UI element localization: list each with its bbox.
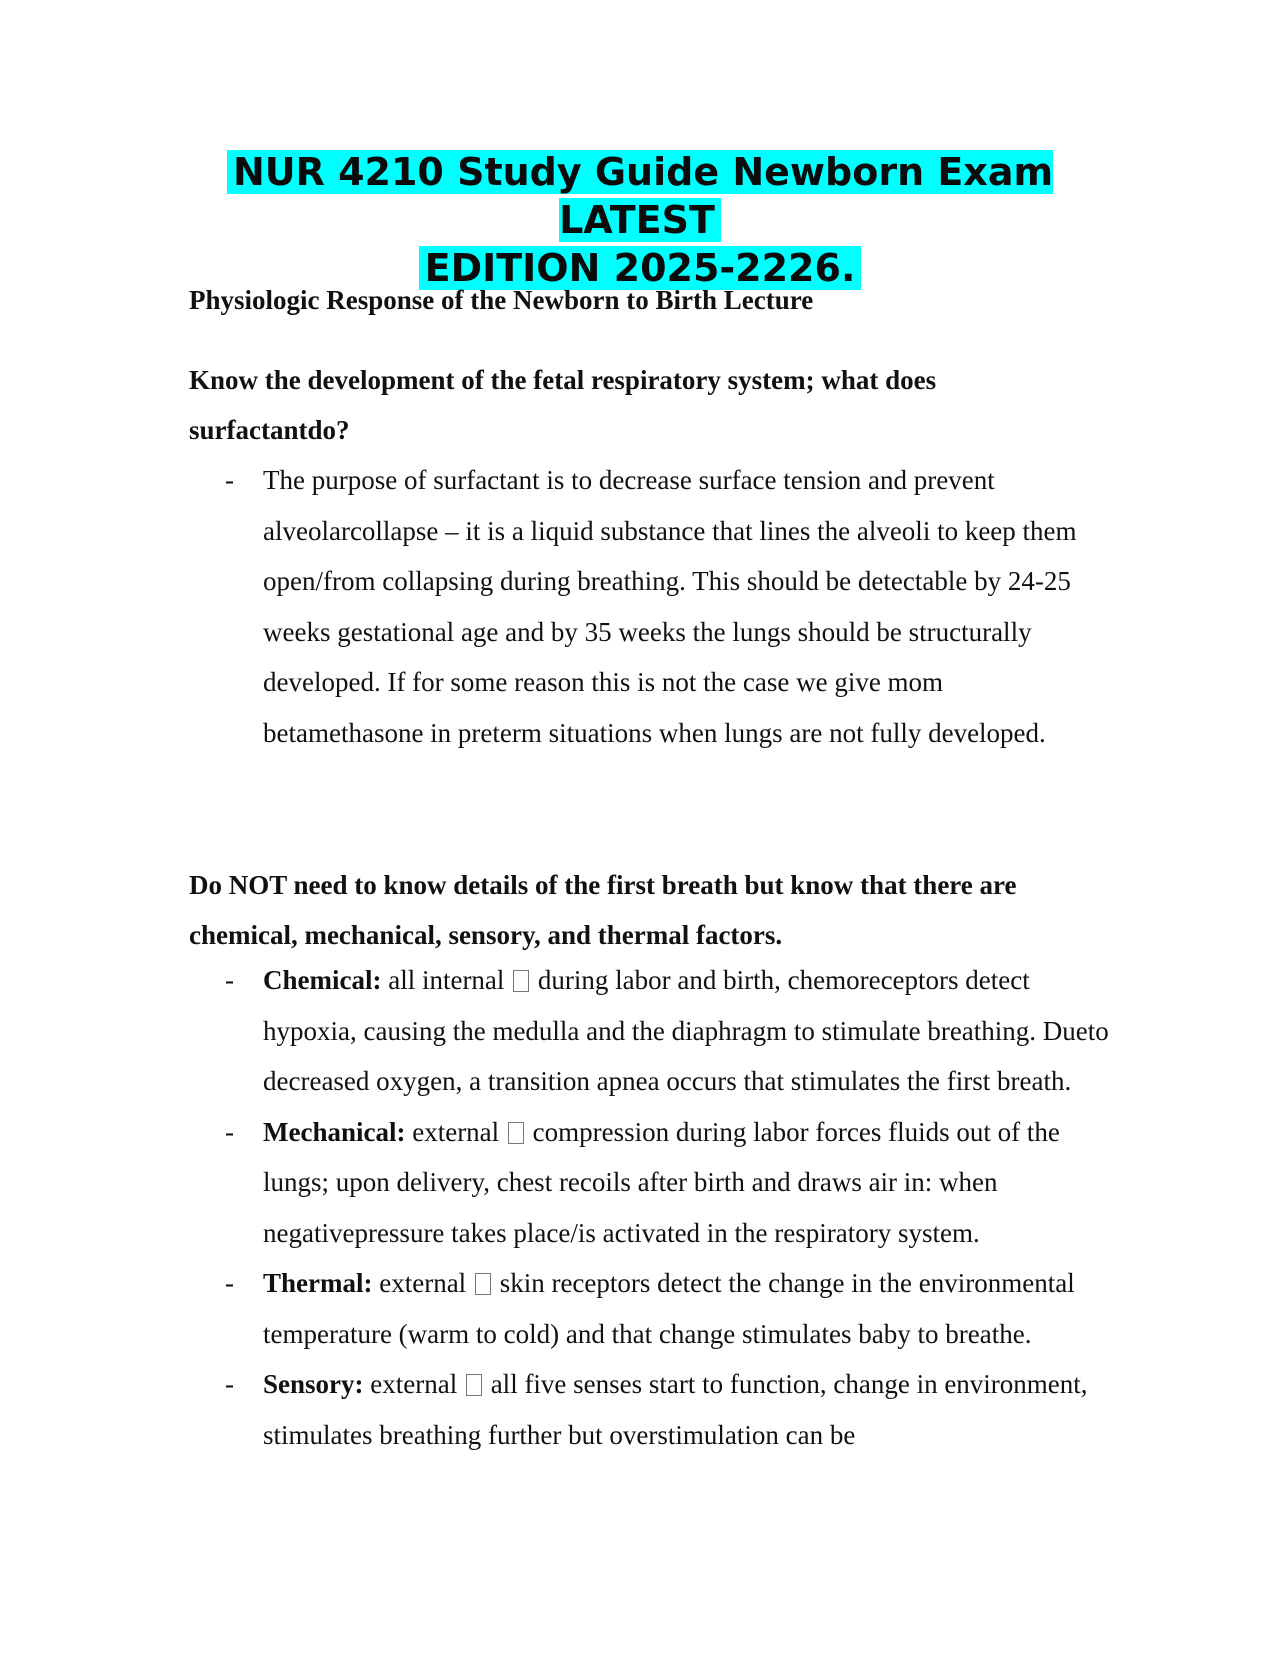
title-line-1: NUR 4210 Study Guide Newborn Exam LATEST [227, 150, 1053, 242]
factor-text: during labor and birth, chemoreceptors detect hypoxia, causing the medulla and the diaphragm to stimulate breathing. Dueto decreased oxygen, a transition apnea occurs that stimulates the first breath. [263, 965, 1109, 1096]
respiratory-question [189, 355, 1109, 455]
list-item-mechanical [189, 1107, 1109, 1259]
surfactant-list [189, 455, 1109, 758]
bullet-marker: - [225, 1116, 234, 1147]
bullet-marker: - [225, 1268, 234, 1298]
factor-lead: external [412, 1116, 500, 1147]
surfactant-answer: The purpose of surfactant is to decrease surface tension and prevent alveolarcollapse – it is a liquid substance that lines the alveoli to keep them open/from collapsing during breathing. This should be detectable by 24-25 weeks gestational age and by 35 weeks the lungs should be structurally developed. If for some reason this is not the case we give mom betamethasone in preterm situations when lungs are not fully developed. [263, 465, 1077, 748]
first-breath-heading-line-2: chemical, mechanical, sensory, and thermal factors. [189, 920, 783, 950]
factor-lead: external [370, 1369, 458, 1399]
bullet-marker: - [225, 1369, 234, 1399]
respiratory-question-line-2: surfactantdo? [189, 415, 350, 445]
respiratory-question-line-1: Know the development of the fetal respiratory system; what does [189, 365, 937, 395]
factor-label: Sensory: [263, 1369, 364, 1399]
document-title [140, 148, 1140, 292]
bullet-marker: - [225, 965, 234, 995]
factor-label: Chemical: [263, 965, 382, 995]
missing-arrow-icon [475, 1273, 491, 1295]
factor-text: skin receptors detect the change in the environmental temperature (warm to cold) and that change stimulates baby to breathe. [263, 1268, 1075, 1349]
title-line-2: EDITION 2025-2226. [419, 246, 862, 290]
factor-lead: all internal [388, 965, 505, 995]
list-item-chemical [189, 955, 1109, 1107]
factor-text: compression during labor forces fluids out of the lungs; upon delivery, chest recoils after birth and draws air in: when negativepressure takes place/is activated in the respiratory system. [263, 1116, 1060, 1248]
bullet-marker: - [225, 465, 234, 495]
section-heading: Physiologic Response of the Newborn to Birth Lecture [189, 285, 814, 315]
first-breath-heading [189, 860, 1109, 960]
list-item [189, 455, 1109, 758]
factors-list [189, 955, 1109, 1460]
missing-arrow-icon [513, 970, 529, 992]
list-item-thermal [189, 1258, 1109, 1359]
first-breath-heading-line-1: Do NOT need to know details of the first breath but know that there are [189, 870, 1017, 900]
missing-arrow-icon [508, 1122, 524, 1144]
missing-arrow-icon [466, 1374, 482, 1396]
list-item-sensory [189, 1359, 1109, 1460]
factor-label: Mechanical: [263, 1116, 406, 1147]
factor-text: all five senses start to function, change in environment, stimulates breathing further but overstimulation can be [263, 1369, 1088, 1450]
factor-lead: external [379, 1268, 467, 1298]
factor-label: Thermal: [263, 1268, 373, 1298]
